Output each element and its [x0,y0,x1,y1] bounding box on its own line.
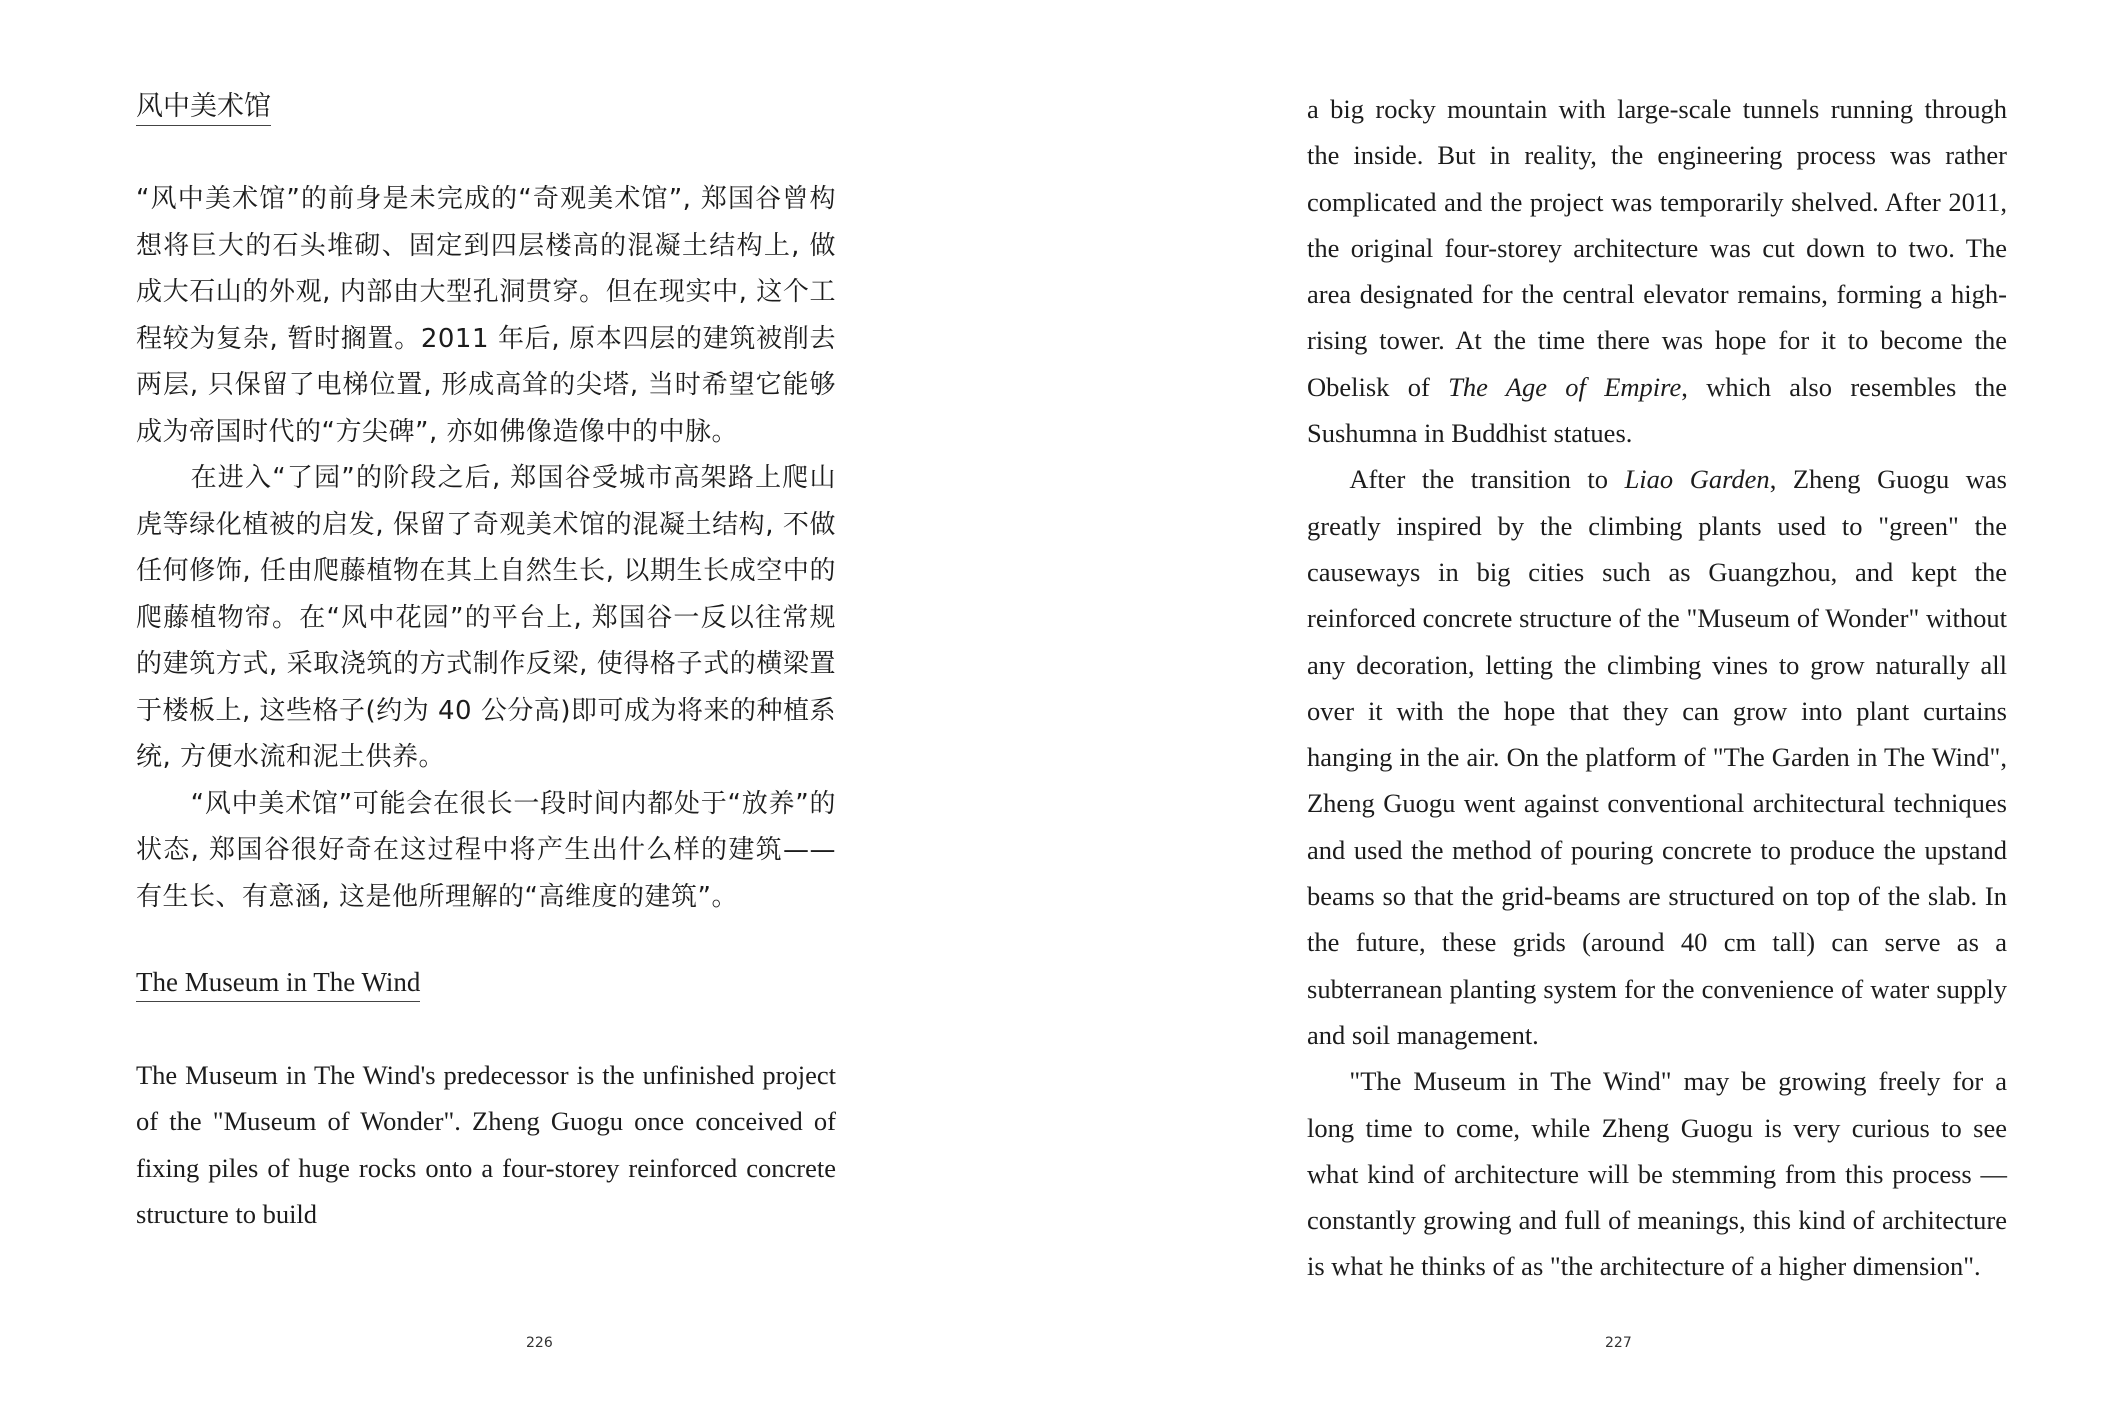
chinese-paragraph-2: 在进入“了园”的阶段之后, 郑国谷受城市高架路上爬山虎等绿化植被的启发, 保留了奇观美术馆的混凝土结构, 不做任何修饰, 任由爬藤植物在其上自然生长, 以期生长成空中的爬藤植物帘。在“风中花园”的平台上, 郑国谷一反以往常规的建筑方式, 采取浇筑的方式制作反梁, 使得格子式的横梁置于楼板上, 这些格子(约为 40 公分高)即可成为将来的种植系统, 方便水流和泥土供养。 [136,463,836,772]
title-liao-garden: Liao Garden [1624,464,1770,495]
page-number-right: 227 [1605,1335,1632,1351]
page-number-left: 226 [526,1335,553,1351]
chinese-paragraph-3: “风中美术馆”可能会在很长一段时间内都处于“放养”的状态, 郑国谷很好奇在这过程中将产生出什么样的建筑——有生长、有意涵, 这是他所理解的“高维度的建筑”。 [136,788,836,912]
chinese-paragraph-1: “风中美术馆”的前身是未完成的“奇观美术馆”, 郑国谷曾构想将巨大的石头堆砌、固定到四层楼高的混凝土结构上, 做成大石山的外观, 内部由大型孔洞贯穿。但在现实中, 这个工程较为复杂, 暂时搁置。2011 年后, 原本四层的建筑被削去两层, 只保留了电梯位置, 形成高耸的尖塔, 当时希望它能够成为帝国时代的“方尖碑”, 亦如佛像造像中的中脉。 [136,184,836,447]
english-paragraph-2: After the transition to Liao Garden, Zheng Guogu was greatly inspired by the climbing plants used to "green" the causeways in big cities such as Guangzhou, and kept the reinforced concrete structure of the "Museum of Wonder" without any decoration, letting the climbing vines to grow naturally all over it with the hope that they can grow into plant curtains hanging in the air. On the platform of "The Garden in The Wind", Zheng Guogu went against conventional architectural techniques and used the method of pouring concrete to produce the upstand beams so that the grid-beams are structured on top of the slab. In the future, these grids (around 40 cm tall) can serve as a subterranean planting system for the convenience of water supply and soil management. [1307,464,2007,1050]
english-paragraph-1-start: The Museum in The Wind's predecessor is the unfinished project of the "Museum of Wonder". Zheng Guogu once conceived of fixing piles of huge rocks onto a four-storey reinforced concrete structure to build [136,1060,836,1229]
right-page [1307,0,2007,1417]
english-body-text-left [136,1052,836,1237]
english-paragraph-3: "The Museum in The Wind" may be growing freely for a long time to come, while Zheng Guogu is very curious to see what kind of architecture will be stemming from this process —constantly growing and full of meanings, this kind of architecture is what he thinks of as "the architecture of a higher dimension". [1307,1066,2007,1282]
chinese-section-heading: 风中美术馆 [136,89,271,126]
english-paragraph-1-continued: a big rocky mountain with large-scale tunnels running through the inside. But in reality, the engineering process was rather complicated and the project was temporarily shelved. After 2011, the original four-storey architecture was cut down to two. The area designated for the central elevator remains, forming a high-rising tower. At the time there was hope for it to become the Obelisk of The Age of Empire, which also resembles the Sushumna in Buddhist statues. [1307,94,2007,449]
left-page [136,0,836,1417]
english-body-text-right [1307,86,2007,1290]
book-title-age-of-empire: The Age of Empire [1448,371,1682,402]
chinese-body-text [136,176,836,920]
english-section-heading: The Museum in The Wind [136,965,420,1002]
